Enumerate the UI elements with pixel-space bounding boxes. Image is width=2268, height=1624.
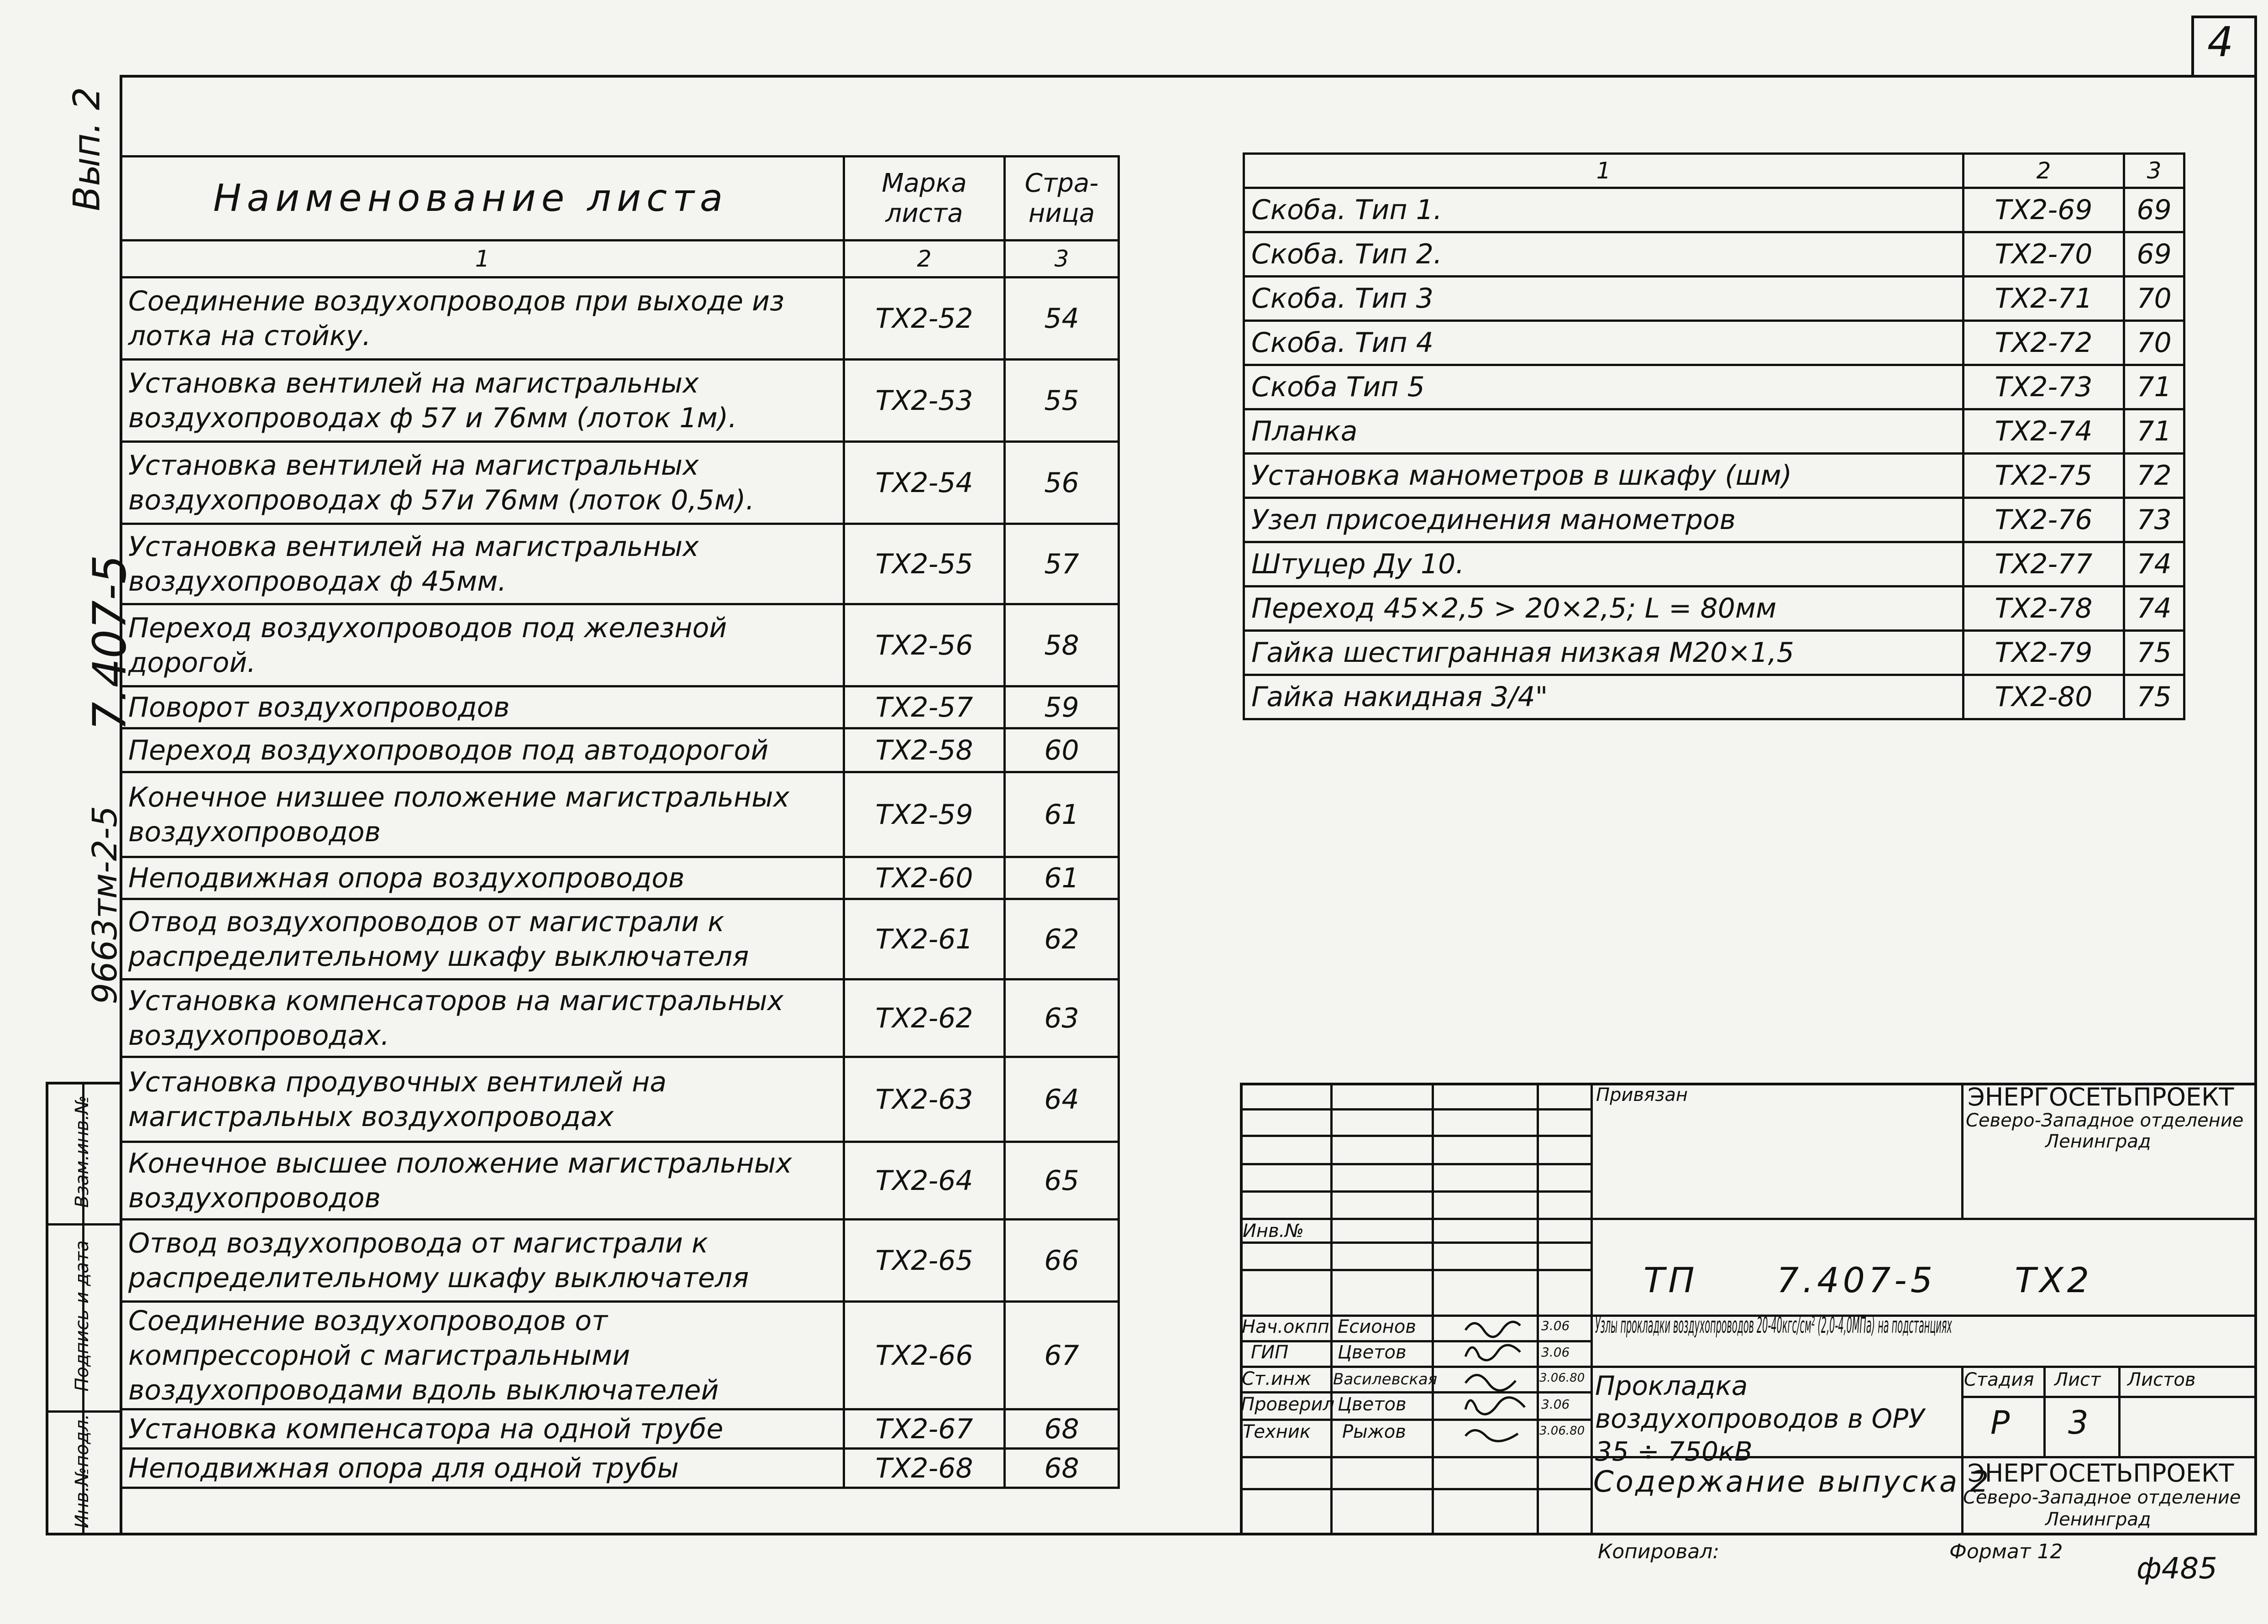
- staff-date: 3.06: [1541, 1397, 1570, 1412]
- org-name-top: ЭНЕРГОСЕТЬПРОЕКТ: [1968, 1083, 2234, 1111]
- row-mark: ТХ2-70: [1963, 232, 2124, 277]
- row-mark: ТХ2-74: [1963, 409, 2124, 454]
- row-mark: ТХ2-61: [844, 899, 1005, 980]
- row-name: Скоба. Тип 1.: [1244, 188, 1963, 232]
- row-name: Гайка шестигранная низкая М20×1,5: [1244, 631, 1963, 675]
- tb-line: [1240, 1163, 1591, 1165]
- staff-role: Ст.инж: [1242, 1368, 1312, 1389]
- column-number: 1: [1244, 154, 1963, 188]
- row-mark: ТХ2-57: [844, 686, 1005, 728]
- row-mark: ТХ2-63: [844, 1057, 1005, 1142]
- staff-name: Василевская: [1333, 1370, 1438, 1388]
- stage-label: Стадия: [1964, 1369, 2034, 1390]
- row-name: Скоба. Тип 4: [1244, 321, 1963, 365]
- row-page: 68: [1005, 1449, 1119, 1488]
- signature-scribble: [1465, 1322, 1520, 1337]
- row-name: Установка вентилей на магистральных воздухопроводах ф 45мм.: [121, 524, 844, 604]
- row-page: 63: [1005, 980, 1119, 1057]
- format-label: Формат 12: [1949, 1540, 2063, 1563]
- row-page: 62: [1005, 899, 1119, 980]
- row-page: 69: [2124, 232, 2184, 277]
- project-title: Узлы прокладки воздухопроводов 20-40кгс/см² (2,0-4,0МПа) на подстанциях: [1595, 1313, 1952, 1338]
- tb-line: [1330, 1083, 1333, 1535]
- row-mark: ТХ2-76: [1963, 498, 2124, 542]
- staff-role: Техник: [1243, 1421, 1311, 1442]
- tb-line: [1240, 1488, 1591, 1490]
- tb-line: [2118, 1366, 2121, 1456]
- row-mark: ТХ2-59: [844, 772, 1005, 857]
- row-page: 69: [2124, 188, 2184, 232]
- staff-role: Нач.окпп: [1242, 1316, 1329, 1337]
- tb-line: [1961, 1396, 2257, 1398]
- row-mark: ТХ2-68: [844, 1449, 1005, 1488]
- staff-role: Проверил: [1241, 1394, 1335, 1415]
- row-mark: ТХ2-55: [844, 524, 1005, 604]
- document-designation: ТП 7.407-5 ТХ2: [1643, 1260, 2093, 1300]
- column-number: 2: [1963, 154, 2124, 188]
- tb-line: [1240, 1190, 1591, 1193]
- tb-line: [1961, 1366, 1963, 1535]
- row-mark: ТХ2-67: [844, 1409, 1005, 1449]
- signature-scribble: [1465, 1375, 1516, 1391]
- row-name: Отвод воздухопроводов от магистрали к распределительному шкафу выключателя: [121, 899, 844, 980]
- row-name: Соединение воздухопроводов от компрессорной с магистральными воздухопроводами вдоль выключателей: [121, 1302, 844, 1409]
- tb-line: [1240, 1391, 1591, 1393]
- org-name-bottom: ЭНЕРГОСЕТЬПРОЕКТ: [1968, 1459, 2234, 1488]
- archive-code: ф485: [2137, 1552, 2217, 1586]
- row-mark: ТХ2-64: [844, 1142, 1005, 1220]
- row-page: 56: [1005, 442, 1119, 524]
- row-page: 74: [2124, 542, 2184, 587]
- row-page: 55: [1005, 360, 1119, 442]
- row-page: 61: [1005, 772, 1119, 857]
- row-page: 72: [2124, 454, 2184, 498]
- staff-name: Есионов: [1338, 1316, 1416, 1337]
- project-code-side: 7.407-5: [83, 555, 136, 731]
- row-name: Неподвижная опора для одной трубы: [121, 1449, 844, 1488]
- row-mark: ТХ2-72: [1963, 321, 2124, 365]
- tb-line: [1240, 1218, 2257, 1220]
- org-branch-bottom: Северо-Западное отделение: [1963, 1487, 2241, 1508]
- row-page: 61: [1005, 857, 1119, 899]
- row-mark: ТХ2-58: [844, 728, 1005, 772]
- tb-line: [1240, 1419, 1591, 1421]
- privyazan-label: Привязан: [1596, 1084, 1688, 1105]
- copied-by-label: Копировал:: [1598, 1540, 1720, 1563]
- row-mark: ТХ2-60: [844, 857, 1005, 899]
- column-number: 1: [121, 241, 844, 278]
- tb-line: [2043, 1366, 2046, 1456]
- staff-date: 3.06: [1541, 1318, 1570, 1333]
- tb-line: [1240, 1366, 2257, 1368]
- header-page: Стра-ница: [1005, 157, 1119, 241]
- header-sheet-mark: Марка листа: [844, 157, 1005, 241]
- row-mark: ТХ2-62: [844, 980, 1005, 1057]
- row-name: Отвод воздухопровода от магистрали к распределительному шкафу выключателя: [121, 1220, 844, 1302]
- row-mark: ТХ2-80: [1963, 675, 2124, 719]
- row-name: Конечное низшее положение магистральных воздухопроводов: [121, 772, 844, 857]
- staff-date: 3.06: [1541, 1345, 1570, 1360]
- row-page: 67: [1005, 1302, 1119, 1409]
- row-name: Установка вентилей на магистральных воздухопроводах ф 57и 76мм (лоток 0,5м).: [121, 442, 844, 524]
- row-name: Установка манометров в шкафу (шм): [1244, 454, 1963, 498]
- vypusk-label: Вып. 2: [65, 87, 108, 211]
- column-number: 3: [1005, 241, 1119, 278]
- header-sheet-name: Наименование листа: [121, 157, 844, 241]
- tb-line: [1240, 1135, 1591, 1137]
- staff-date: 3.06.80: [1539, 1424, 1585, 1438]
- signature-scribble: [1465, 1430, 1518, 1441]
- row-mark: ТХ2-53: [844, 360, 1005, 442]
- row-page: 60: [1005, 728, 1119, 772]
- row-mark: ТХ2-69: [1963, 188, 2124, 232]
- row-name: Переход 45×2,5 > 20×2,5; L = 80мм: [1244, 587, 1963, 631]
- row-name: Штуцер Ду 10.: [1244, 542, 1963, 587]
- row-page: 70: [2124, 277, 2184, 321]
- row-name: Установка вентилей на магистральных воздухопроводах ф 57 и 76мм (лоток 1м).: [121, 360, 844, 442]
- row-name: Переход воздухопроводов под железной дорогой.: [121, 604, 844, 686]
- row-mark: ТХ2-66: [844, 1302, 1005, 1409]
- sheet-label: Лист: [2054, 1369, 2101, 1390]
- staff-date: 3.06.80: [1539, 1371, 1585, 1385]
- org-city-bottom: Ленинград: [2045, 1509, 2151, 1530]
- staff-name: Рыжов: [1342, 1421, 1406, 1442]
- row-mark: ТХ2-75: [1963, 454, 2124, 498]
- staff-name: Цветов: [1338, 1394, 1407, 1415]
- column-number: 2: [844, 241, 1005, 278]
- row-page: 70: [2124, 321, 2184, 365]
- tb-line: [1537, 1083, 1539, 1535]
- row-page: 71: [2124, 409, 2184, 454]
- stamp-cell-replacement: Взам.инв.№: [72, 1095, 93, 1208]
- row-page: 59: [1005, 686, 1119, 728]
- stamp-cell-signature: Подпись и дата: [72, 1240, 93, 1392]
- row-name: Гайка накидная 3/4": [1244, 675, 1963, 719]
- row-name: Поворот воздухопроводов: [121, 686, 844, 728]
- row-page: 66: [1005, 1220, 1119, 1302]
- stage-value: Р: [1990, 1404, 2010, 1441]
- row-page: 65: [1005, 1142, 1119, 1220]
- tb-line: [1961, 1083, 1963, 1218]
- sheet-contents-table-right: [1243, 152, 2185, 720]
- corner-sheet-number: 4: [2207, 18, 2234, 66]
- tb-line: [1240, 1108, 1591, 1111]
- row-name: Установка компенсаторов на магистральных воздухопроводах.: [121, 980, 844, 1057]
- row-mark: ТХ2-71: [1963, 277, 2124, 321]
- row-name: Конечное высшее положение магистральных воздухопроводов: [121, 1142, 844, 1220]
- signatures: [1461, 1316, 1534, 1453]
- row-page: 68: [1005, 1409, 1119, 1449]
- row-mark: ТХ2-56: [844, 604, 1005, 686]
- document-title: Содержание выпуска 2: [1593, 1465, 1991, 1499]
- row-name: Планка: [1244, 409, 1963, 454]
- row-page: 73: [2124, 498, 2184, 542]
- staff-name: Цветов: [1338, 1342, 1407, 1363]
- row-page: 74: [2124, 587, 2184, 631]
- row-mark: ТХ2-77: [1963, 542, 2124, 587]
- org-branch-top: Северо-Западное отделение: [1966, 1110, 2244, 1131]
- row-mark: ТХ2-78: [1963, 587, 2124, 631]
- stamp-cell-inventory: Инв.№подл.: [72, 1414, 93, 1529]
- sheets-label: Листов: [2127, 1369, 2196, 1390]
- row-name: Установка продувочных вентилей на магистральных воздухопроводах: [121, 1057, 844, 1142]
- row-name: Скоба. Тип 2.: [1244, 232, 1963, 277]
- sheet-contents-table-left: [120, 155, 1120, 1489]
- row-page: 71: [2124, 365, 2184, 409]
- tb-line: [1240, 1242, 1591, 1244]
- row-page: 75: [2124, 675, 2184, 719]
- signature-scribble: [1465, 1398, 1525, 1414]
- staff-role: ГИП: [1251, 1342, 1289, 1363]
- tb-line: [1591, 1083, 1593, 1535]
- org-city-top: Ленинград: [2045, 1131, 2151, 1152]
- row-mark: ТХ2-52: [844, 278, 1005, 360]
- row-mark: ТХ2-54: [844, 442, 1005, 524]
- part-title: Прокладка воздухопроводов в ОРУ 35 ÷ 750кВ: [1595, 1370, 1925, 1467]
- inventory-label: Инв.№: [1243, 1221, 1304, 1242]
- row-name: Узел присоединения манометров: [1244, 498, 1963, 542]
- row-mark: ТХ2-65: [844, 1220, 1005, 1302]
- column-number: 3: [2124, 154, 2184, 188]
- row-page: 64: [1005, 1057, 1119, 1142]
- row-page: 58: [1005, 604, 1119, 686]
- row-page: 57: [1005, 524, 1119, 604]
- row-name: Соединение воздухопроводов при выходе из лотка на стойку.: [121, 278, 844, 360]
- row-page: 75: [2124, 631, 2184, 675]
- archive-number: 9663тм-2-5: [85, 806, 125, 1005]
- sheet-value: 3: [2068, 1404, 2089, 1441]
- tb-line: [1240, 1340, 1591, 1342]
- signature-scribble: [1465, 1345, 1520, 1360]
- row-name: Переход воздухопроводов под автодорогой: [121, 728, 844, 772]
- row-page: 54: [1005, 278, 1119, 360]
- row-name: Скоба Тип 5: [1244, 365, 1963, 409]
- row-mark: ТХ2-79: [1963, 631, 2124, 675]
- row-name: Скоба. Тип 3: [1244, 277, 1963, 321]
- row-name: Неподвижная опора воздухопроводов: [121, 857, 844, 899]
- row-mark: ТХ2-73: [1963, 365, 2124, 409]
- tb-line: [1432, 1083, 1434, 1535]
- tb-line: [1240, 1269, 1591, 1271]
- row-name: Установка компенсатора на одной трубе: [121, 1409, 844, 1449]
